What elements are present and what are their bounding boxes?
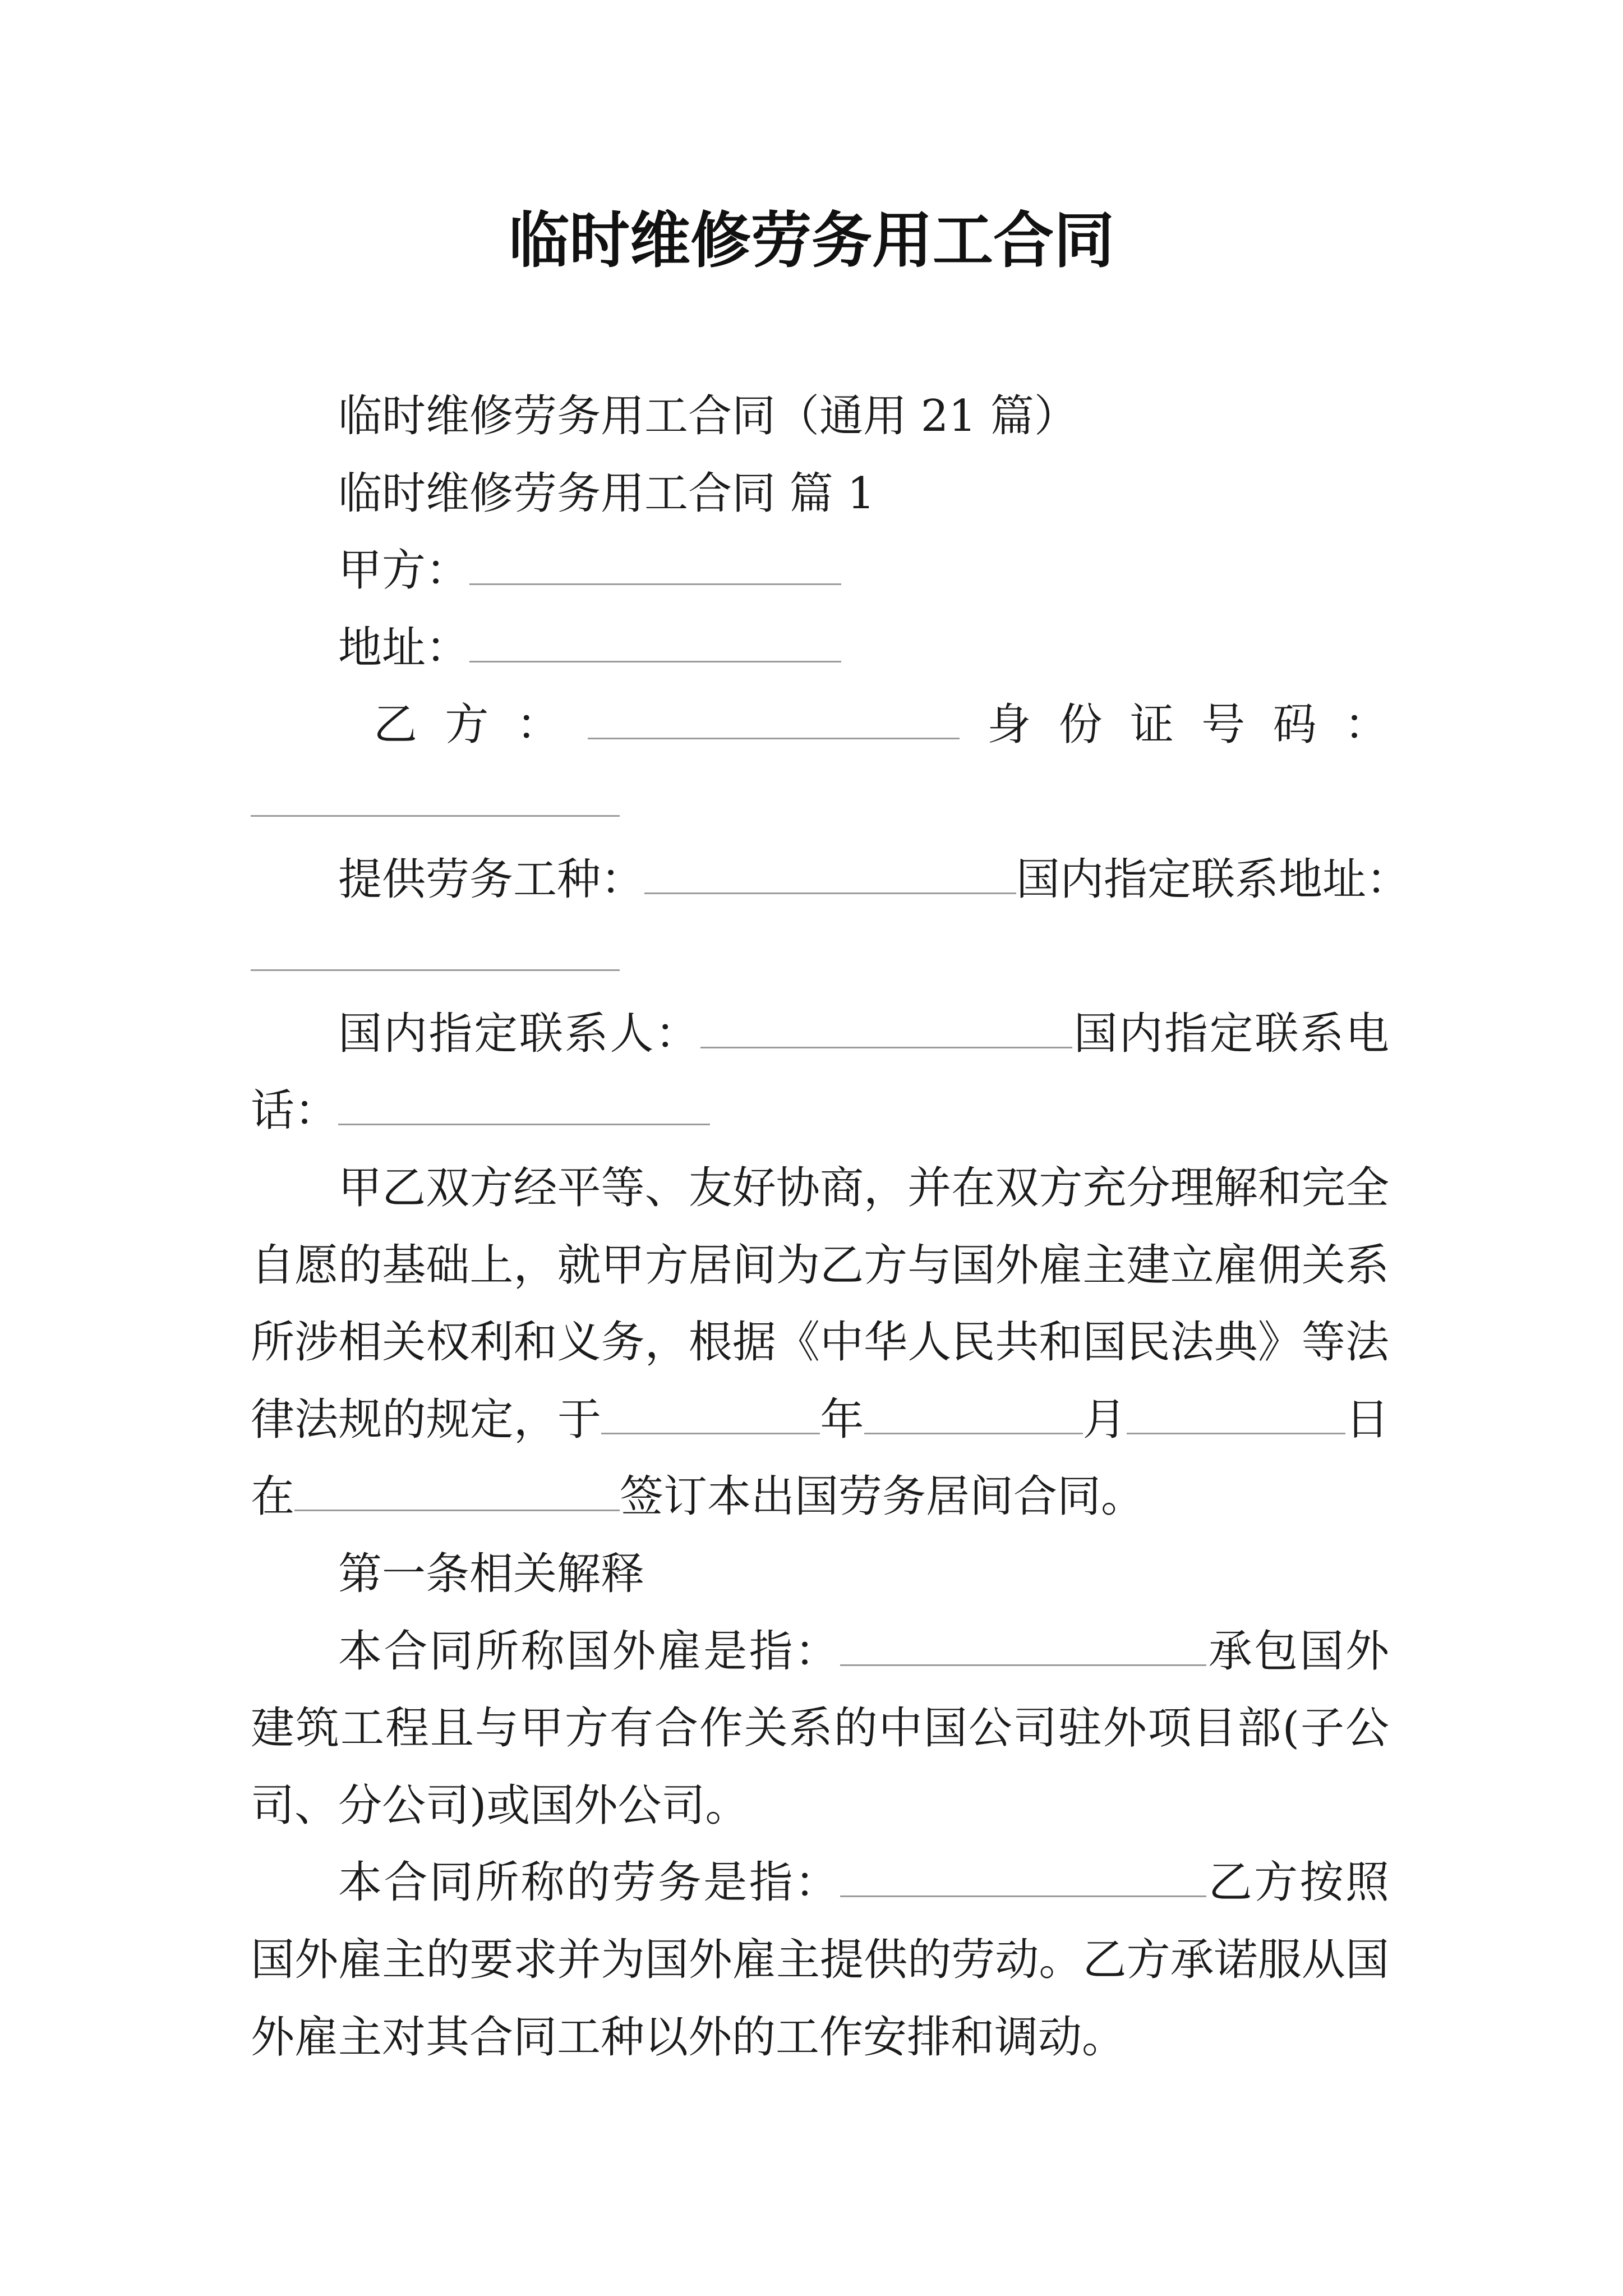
domestic-contact-label: 国内指定联系人： [338,1009,700,1059]
labor-blank [840,1895,1206,1897]
employer-start: 本合同所称国外雇是指： [338,1626,841,1677]
domestic-phone-label-start: 国内指定联系电 [1072,1009,1389,1059]
work-type-blank [644,892,1016,894]
month-label: 月 [1082,1395,1127,1445]
year-label: 年 [820,1395,864,1445]
party-b-label-char: 乙 [374,700,418,750]
id-number-label-char: ： [1344,700,1388,750]
id-number-label-char: 号 [1201,700,1246,750]
preamble-date-line [251,1381,1389,1458]
labor-definition-line [338,1844,1389,1921]
preamble-line-3: 所涉相关权利和义务，根据《中华人民共和国民法典》等法 [251,1317,1389,1368]
work-type-line [338,841,1410,918]
labor-end: 乙方按照 [1206,1857,1389,1908]
work-type-label: 提供劳务工种： [338,854,645,905]
employer-end: 承包国外 [1206,1626,1389,1677]
party-b-label-char: 方 [445,700,489,750]
party-a-line [338,532,841,609]
employer-blank [840,1664,1206,1666]
domestic-phone-blank [338,1124,710,1125]
place-blank [294,1510,620,1511]
id-number-label-char: 码 [1272,700,1317,750]
labor-line-3: 外雇主对其合同工种以外的工作安排和调动。 [251,2012,1126,2063]
domestic-contact-blank [700,1047,1072,1048]
preamble-place-line [251,1458,1145,1535]
article-title: 临时维修劳务用工合同 篇 1 [338,468,875,519]
preamble-line-4-start: 律法规的规定，于 [251,1395,602,1445]
domestic-phone-line [251,1072,710,1149]
preamble-line-2: 自愿的基础上，就甲方居间为乙方与国外雇主建立雇佣关系 [251,1240,1389,1291]
preamble-line-5-start: 在 [251,1471,295,1522]
party-a-label: 甲方： [338,545,470,596]
id-number-line [251,763,620,841]
labor-start: 本合同所称的劳务是指： [338,1857,841,1908]
month-blank [864,1433,1083,1434]
document-title: 临时维修劳务用工合同 [508,205,1114,276]
day-blank [1127,1433,1345,1434]
day-label: 日 [1345,1395,1389,1445]
collection-title: 临时维修劳务用工合同（通用 21 篇） [338,391,1078,441]
preamble-line-5-end: 签订本出国劳务居间合同。 [620,1471,1145,1522]
labor-line-2: 国外雇主的要求并为国外雇主提供的劳动。乙方承诺服从国 [251,1935,1389,1985]
id-number-label-char: 份 [1058,700,1103,750]
domestic-phone-label-end: 话： [251,1085,339,1136]
domestic-contact-line [338,995,1389,1073]
year-blank [601,1433,820,1434]
party-a-blank [469,583,841,585]
employer-line-3: 司、分公司)或国外公司。 [251,1780,749,1831]
domestic-address-label: 国内指定联系地址： [1016,854,1410,905]
article-1-heading: 第一条相关解释 [338,1549,645,1599]
address-line [338,609,841,687]
id-number-label-char: 证 [1129,700,1174,750]
domestic-address-blank [251,969,620,971]
id-number-label-char: 身 [987,700,1031,750]
party-b-line [374,686,1388,763]
id-number-blank [251,815,620,817]
party-b-blank [588,738,960,739]
party-b-label-char: ： [516,700,560,750]
employer-line-2: 建筑工程且与甲方有合作关系的中国公司驻外项目部(子公 [251,1703,1389,1754]
address-blank [469,661,841,662]
preamble-line-1: 甲乙双方经平等、友好协商，并在双方充分理解和完全 [338,1163,1389,1213]
address-label: 地址： [338,623,470,673]
employer-definition-line [338,1613,1389,1690]
domestic-address-line [251,918,620,995]
